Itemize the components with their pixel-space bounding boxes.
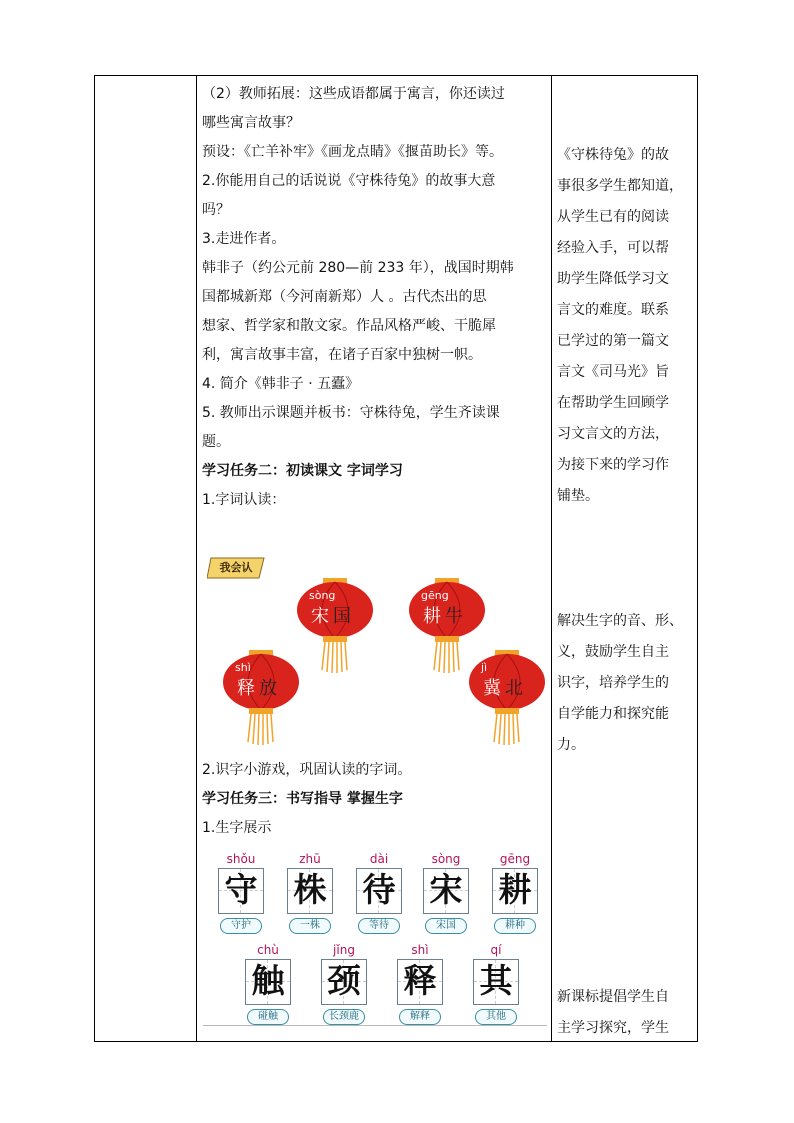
card-word-tag: 解释 bbox=[399, 1009, 441, 1025]
lantern-pinyin: jì bbox=[481, 661, 488, 674]
lantern-ji-bei bbox=[467, 648, 547, 758]
card-pinyin: qí bbox=[490, 943, 502, 957]
text-line: 题。 bbox=[202, 434, 230, 450]
card-word-tag: 碰触 bbox=[247, 1009, 289, 1025]
card-character: 株 bbox=[293, 870, 327, 909]
card-character: 释 bbox=[403, 961, 437, 1000]
text-line: 言文《司马光》旨 bbox=[557, 364, 669, 380]
badge-label: 我会认 bbox=[219, 561, 253, 574]
text-line: 助学生降低学习文 bbox=[557, 271, 669, 287]
lantern-icon bbox=[467, 648, 547, 758]
card-word-tag: 等待 bbox=[358, 918, 400, 934]
task-heading: 学习任务二：初读课文 字词学习 bbox=[202, 463, 403, 479]
lantern-char: 牛 bbox=[445, 606, 463, 627]
text-line: 5. 教师出示课题并板书：守株待兔，学生齐读课 bbox=[202, 405, 500, 421]
lantern-pinyin: shì bbox=[235, 661, 251, 674]
text-line: 2.你能用自己的话说说《守株待兔》的故事大意 bbox=[202, 173, 496, 189]
lantern-char: 耕 bbox=[423, 606, 441, 627]
text-line: 哪些寓言故事？ bbox=[202, 115, 300, 131]
text-line: 1.字词认读： bbox=[202, 492, 286, 508]
card-pinyin: chù bbox=[257, 943, 279, 957]
design-intent-block-3 bbox=[557, 982, 697, 1044]
lantern-song-guo bbox=[295, 576, 375, 686]
card-word-tag: 一株 bbox=[289, 918, 331, 934]
teaching-process-column bbox=[202, 80, 546, 515]
text-line: 想家、哲学家和散文家。作品风格严峻、干脆犀 bbox=[202, 318, 496, 334]
card-word-tag: 其他 bbox=[475, 1009, 517, 1025]
card-pinyin: shì bbox=[411, 943, 429, 957]
text-line: 已学过的第一篇文 bbox=[557, 333, 669, 349]
text-line: 1.生字展示 bbox=[202, 820, 272, 836]
card-pinyin: gēng bbox=[499, 852, 531, 866]
card-character: 触 bbox=[251, 961, 285, 1000]
lantern-char: 宋 bbox=[311, 606, 329, 627]
card-character: 守 bbox=[224, 870, 258, 909]
text-line: 力。 bbox=[557, 737, 585, 753]
card-character: 耕 bbox=[498, 870, 532, 909]
card-character: 其 bbox=[479, 961, 513, 1000]
text-line: （2）教师拓展：这些成语都属于寓言，你还读过 bbox=[202, 86, 505, 102]
text-line: 吗？ bbox=[202, 202, 230, 218]
card-pinyin: dài bbox=[369, 852, 389, 866]
text-line: 事很多学生都知道， bbox=[557, 178, 683, 194]
text-line: 主学习探究，学生 bbox=[557, 1020, 669, 1036]
text-line: 习文言文的方法， bbox=[557, 426, 669, 442]
lantern-shi-fang bbox=[221, 648, 301, 758]
text-line: 铺垫。 bbox=[557, 488, 599, 504]
text-line: 2.识字小游戏，巩固认读的字词。 bbox=[202, 762, 412, 778]
text-line: 识字，培养学生的 bbox=[557, 675, 669, 691]
lantern-char: 放 bbox=[259, 678, 277, 699]
i-can-read-badge bbox=[207, 557, 265, 579]
lantern-pinyin: sòng bbox=[309, 589, 336, 602]
task-section-lines bbox=[202, 756, 546, 843]
card-pinyin: shǒu bbox=[226, 852, 256, 866]
text-line: 国都城新郑（今河南新郑）人 。古代杰出的思 bbox=[202, 289, 487, 305]
text-line: 义，鼓励学生自主 bbox=[557, 644, 669, 660]
card-word-tag: 耕种 bbox=[494, 918, 536, 934]
lesson-table bbox=[94, 75, 698, 1042]
card-character: 待 bbox=[362, 870, 396, 909]
lantern-char: 冀 bbox=[483, 678, 501, 699]
text-line: 从学生已有的阅读 bbox=[557, 209, 669, 225]
text-line: 在帮助学生回顾学 bbox=[557, 395, 669, 411]
lantern-icon bbox=[221, 648, 301, 758]
text-line: 经验入手，可以帮 bbox=[557, 240, 669, 256]
card-pinyin: zhū bbox=[299, 852, 321, 866]
text-line: 利，寓言故事丰富，在诸子百家中独树一帜。 bbox=[202, 347, 482, 363]
lantern-char: 国 bbox=[333, 606, 351, 627]
card-word-tag: 宋国 bbox=[425, 918, 467, 934]
card-word-tag: 守护 bbox=[220, 918, 262, 934]
text-line: 新课标提倡学生自 bbox=[557, 989, 669, 1005]
design-intent-block-2 bbox=[557, 606, 697, 761]
lantern-char: 释 bbox=[237, 678, 255, 699]
lantern-char: 北 bbox=[505, 678, 523, 699]
design-intent-block-1 bbox=[557, 140, 697, 512]
text-line: 为接下来的学习作 bbox=[557, 457, 669, 473]
card-character: 宋 bbox=[429, 870, 463, 909]
card-pinyin: jǐng bbox=[333, 943, 355, 957]
text-line: 言文的难度。联系 bbox=[557, 302, 669, 318]
text-line: 4. 简介《韩非子 · 五蠹》 bbox=[202, 376, 360, 392]
text-line: 《守株待兔》的故 bbox=[557, 147, 669, 163]
card-character: 颈 bbox=[327, 961, 361, 1000]
card-word-tag: 长颈鹿 bbox=[323, 1009, 365, 1025]
text-line: 3.走进作者。 bbox=[202, 231, 286, 247]
task-heading: 学习任务三：书写指导 掌握生字 bbox=[202, 791, 403, 807]
column-divider-left bbox=[196, 76, 197, 1041]
divider bbox=[203, 1025, 547, 1026]
lantern-pinyin: gēng bbox=[421, 589, 449, 602]
card-pinyin: sòng bbox=[431, 852, 461, 866]
text-line: 韩非子（约公元前 280—前 233 年），战国时期韩 bbox=[202, 260, 514, 276]
text-line: 解决生字的音、形、 bbox=[557, 613, 683, 629]
column-divider-right bbox=[551, 76, 552, 1041]
text-line: 自学能力和探究能 bbox=[557, 706, 669, 722]
text-line: 预设：《亡羊补牢》《画龙点睛》《揠苗助长》等。 bbox=[202, 144, 503, 160]
